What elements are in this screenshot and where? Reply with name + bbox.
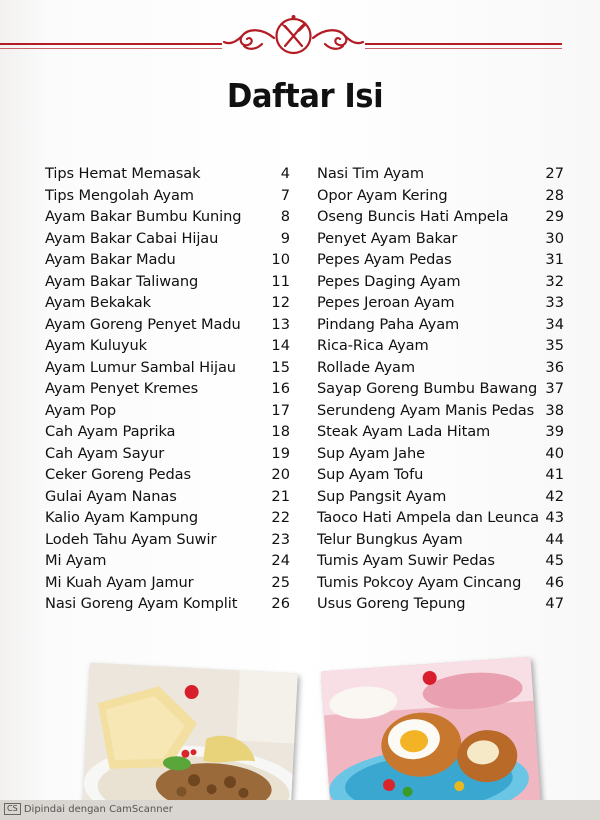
toc-entry-page: 26 <box>271 595 290 612</box>
toc-entry <box>317 335 564 357</box>
toc-entry-page: 39 <box>545 423 564 440</box>
toc-entry-title: Pepes Daging Ayam <box>317 272 461 290</box>
toc-entry-title: Ayam Bakar Taliwang <box>45 272 199 290</box>
toc-entry-title: Pepes Jeroan Ayam <box>317 294 455 311</box>
toc-entry-page: 15 <box>271 358 290 376</box>
toc-entry-page: 25 <box>271 573 290 591</box>
toc-entry <box>45 486 290 508</box>
toc-entry-page: 27 <box>545 165 564 182</box>
toc-entry <box>45 314 290 336</box>
toc-entry <box>45 464 290 486</box>
toc-entry-title: Ayam Bakar Madu <box>45 251 176 268</box>
toc-entry <box>317 572 564 594</box>
page-title: Daftar Isi <box>226 76 384 115</box>
toc-entry-page: 38 <box>545 401 564 419</box>
toc-entry-page: 8 <box>280 208 290 225</box>
toc-entry-title: Nasi Tim Ayam <box>317 165 425 182</box>
toc-entry-title: Telur Bungkus Ayam <box>317 530 463 548</box>
toc-entry <box>45 335 290 357</box>
ornament-thin-line-left <box>0 48 222 49</box>
toc-entry <box>317 357 564 379</box>
toc-entry <box>317 185 564 207</box>
toc-entry <box>317 163 564 185</box>
ornament-line-left <box>0 43 222 45</box>
toc-entry <box>45 185 290 207</box>
toc-entry-title: Ayam Bakar Bumbu Kuning <box>45 208 242 225</box>
food-photo-telur-bungkus <box>321 657 541 800</box>
toc-entry <box>45 357 290 379</box>
toc-entry-title: Pepes Ayam Pedas <box>317 251 452 268</box>
toc-entry <box>317 206 564 228</box>
toc-entry-title: Cah Ayam Paprika <box>45 423 176 440</box>
toc-entry <box>317 249 564 271</box>
toc-entry <box>45 400 290 422</box>
toc-entry <box>45 292 290 314</box>
toc-entry-title: Mi Ayam <box>45 552 107 569</box>
toc-entry-page: 24 <box>271 552 290 569</box>
toc-entry-page: 36 <box>545 358 564 376</box>
toc-entry-title: Ayam Pop <box>45 401 117 419</box>
toc-entry <box>317 507 564 529</box>
toc-entry <box>317 314 564 336</box>
toc-entry-title: Mi Kuah Ayam Jamur <box>45 573 194 591</box>
scanner-footer <box>0 800 600 820</box>
toc-entry-page: 31 <box>545 251 564 268</box>
toc-entry-title: Sup Pangsit Ayam <box>317 487 447 505</box>
toc-entry-page: 11 <box>271 272 290 290</box>
toc-entry <box>317 443 564 465</box>
toc-entry-title: Ayam Bakar Cabai Hijau <box>45 229 219 247</box>
toc-entry <box>317 271 564 293</box>
toc-entry-title: Sup Ayam Jahe <box>317 444 426 462</box>
toc-column-left <box>45 163 290 615</box>
ornament-line-right <box>365 43 562 45</box>
toc-entry-title: Opor Ayam Kering <box>317 186 448 204</box>
toc-entry-page: 33 <box>545 294 564 311</box>
toc-entry-title: Penyet Ayam Bakar <box>317 229 458 247</box>
toc-entry-page: 47 <box>545 595 564 612</box>
toc-entry-title: Tips Mengolah Ayam <box>45 186 194 204</box>
toc-entry-page: 10 <box>271 251 290 268</box>
toc-entry-page: 4 <box>280 165 290 182</box>
toc-entry-page: 41 <box>545 466 564 483</box>
food-photo-nasi-goreng <box>82 663 298 800</box>
toc-entry-title: Rica-Rica Ayam <box>317 337 429 354</box>
toc-entry <box>317 421 564 443</box>
toc-entry-page: 40 <box>545 444 564 462</box>
toc-entry-title: Ceker Goreng Pedas <box>45 466 192 483</box>
toc-entry <box>45 593 290 615</box>
toc-entry <box>317 486 564 508</box>
toc-entry-title: Sup Ayam Tofu <box>317 466 424 483</box>
toc-entry-page: 30 <box>545 229 564 247</box>
toc-entry <box>45 507 290 529</box>
toc-entry-title: Pindang Paha Ayam <box>317 315 460 333</box>
toc-entry-title: Tumis Pokcoy Ayam Cincang <box>317 573 522 591</box>
toc-entry-page: 14 <box>271 337 290 354</box>
toc-entry-page: 34 <box>545 315 564 333</box>
toc-entry-title: Usus Goreng Tepung <box>317 595 466 612</box>
toc-column-right <box>317 163 564 615</box>
toc-entry <box>45 206 290 228</box>
toc-entry-page: 21 <box>271 487 290 505</box>
toc-entry-page: 32 <box>545 272 564 290</box>
toc-entry <box>45 228 290 250</box>
toc-entry-page: 35 <box>545 337 564 354</box>
toc-entry-page: 22 <box>271 509 290 526</box>
toc-entry-title: Oseng Buncis Hati Ampela <box>317 208 509 225</box>
toc-entry <box>317 593 564 615</box>
camscanner-badge: CS <box>4 803 21 815</box>
toc-entry-title: Tumis Ayam Suwir Pedas <box>317 552 495 569</box>
toc-entry-title: Sayap Goreng Bumbu Bawang <box>317 380 538 397</box>
toc-entry-page: 17 <box>271 401 290 419</box>
toc-entry-page: 44 <box>545 530 564 548</box>
fork-knife-icon <box>222 14 365 58</box>
toc-entry-page: 42 <box>545 487 564 505</box>
toc-entry <box>45 443 290 465</box>
toc-entry <box>317 550 564 572</box>
toc-entry <box>45 163 290 185</box>
toc-entry-page: 20 <box>271 466 290 483</box>
toc-entry-page: 29 <box>545 208 564 225</box>
toc-entry-page: 37 <box>545 380 564 397</box>
toc-entry-title: Gulai Ayam Nanas <box>45 487 177 505</box>
toc-entry <box>317 529 564 551</box>
toc-entry-title: Ayam Lumur Sambal Hijau <box>45 358 236 376</box>
toc-entry <box>45 550 290 572</box>
toc-entry-title: Lodeh Tahu Ayam Suwir <box>45 530 217 548</box>
toc-entry <box>317 464 564 486</box>
toc-entry-page: 7 <box>280 186 290 204</box>
toc-entry-title: Ayam Penyet Kremes <box>45 380 199 397</box>
toc-entry-page: 45 <box>545 552 564 569</box>
toc-entry-title: Rollade Ayam <box>317 358 415 376</box>
toc-entry <box>317 400 564 422</box>
toc-entry-title: Taoco Hati Ampela dan Leunca <box>317 509 539 526</box>
toc-entry <box>45 421 290 443</box>
toc-entry-page: 16 <box>271 380 290 397</box>
toc-entry-title: Ayam Bekakak <box>45 294 151 311</box>
toc-entry-page: 9 <box>280 229 290 247</box>
scanner-watermark-text: Dipindai dengan CamScanner <box>23 804 173 815</box>
toc-entry-page: 12 <box>271 294 290 311</box>
toc-entry-title: Ayam Goreng Penyet Madu <box>45 315 241 333</box>
toc-entry-page: 28 <box>545 186 564 204</box>
toc-entry-title: Tips Hemat Memasak <box>45 165 201 182</box>
toc-entry-title: Kalio Ayam Kampung <box>45 509 199 526</box>
toc-entry-page: 23 <box>271 530 290 548</box>
toc-entry <box>45 572 290 594</box>
toc-entry <box>45 249 290 271</box>
toc-entry <box>317 378 564 400</box>
toc-entry-title: Ayam Kuluyuk <box>45 337 147 354</box>
toc-entry-page: 19 <box>271 444 290 462</box>
toc-entry <box>317 228 564 250</box>
toc-entry-title: Steak Ayam Lada Hitam <box>317 423 491 440</box>
toc-entry-title: Nasi Goreng Ayam Komplit <box>45 595 238 612</box>
toc-entry <box>45 529 290 551</box>
ornament-thin-line-right <box>365 48 562 49</box>
toc-entry <box>45 271 290 293</box>
toc-entry-page: 13 <box>271 315 290 333</box>
toc-entry-title: Cah Ayam Sayur <box>45 444 165 462</box>
toc-entry <box>317 292 564 314</box>
toc-entry <box>45 378 290 400</box>
toc-entry-title: Serundeng Ayam Manis Pedas <box>317 401 535 419</box>
toc-entry-page: 43 <box>545 509 564 526</box>
toc-entry-page: 46 <box>545 573 564 591</box>
toc-entry-page: 18 <box>271 423 290 440</box>
